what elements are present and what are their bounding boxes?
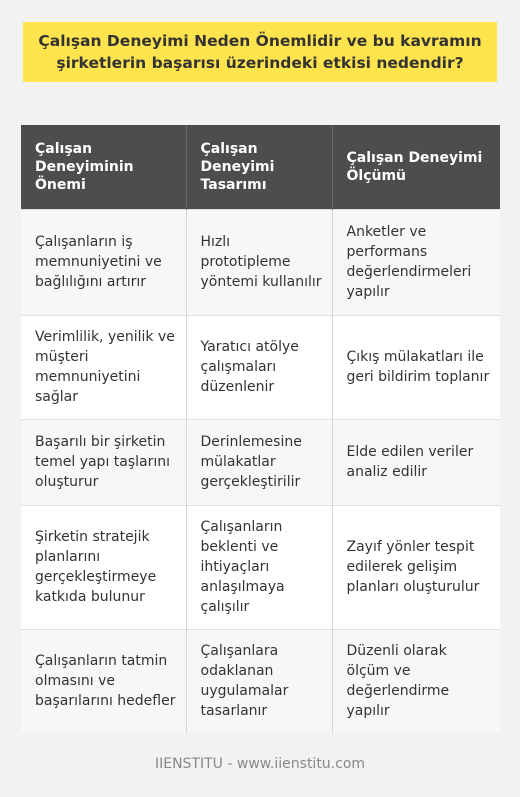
table-cell: Çalışanlara odaklanan uygulamalar tasarlanır [186,629,332,733]
page-title: Çalışan Deneyimi Neden Önemlidir ve bu kavramın şirketlerin başarısı üzerindeki etkisi nedendir? [38,32,482,72]
table-cell: Düzenli olarak ölçüm ve değerlendirme yapılır [332,629,500,733]
table-cell: Hızlı prototipleme yöntemi kullanılır [186,209,332,315]
table-row [21,505,500,629]
table-row [21,629,500,733]
column-header: Çalışan Deneyimi Ölçümü [332,125,500,209]
table-cell: Çıkış mülakatları ile geri bildirim toplanır [332,315,500,419]
table-cell: Derinlemesine mülakatlar gerçekleştirilir [186,419,332,505]
table-row [21,209,500,315]
table-cell: Anketler ve performans değerlendirmeleri yapılır [332,209,500,315]
table-cell: Şirketin stratejik planlarını gerçekleştirmeye katkıda bulunur [21,505,186,629]
table-cell: Elde edilen veriler analiz edilir [332,419,500,505]
table-cell: Yaratıcı atölye çalışmaları düzenlenir [186,315,332,419]
table-cell: Çalışanların tatmin olmasını ve başarılarını hedefler [21,629,186,733]
column-header: Çalışan Deneyiminin Önemi [21,125,186,209]
table-cell: Çalışanların beklenti ve ihtiyaçları anlaşılmaya çalışılır [186,505,332,629]
title-banner [23,22,497,82]
info-table [21,125,500,733]
footer-credit: IIENSTITU - www.iienstitu.com [154,756,366,772]
table-cell: Çalışanların iş memnuniyetini ve bağlılığını artırır [21,209,186,315]
table-row [21,315,500,419]
column-header: Çalışan Deneyimi Tasarımı [186,125,332,209]
table-row [21,419,500,505]
table-cell: Zayıf yönler tespit edilerek gelişim planları oluşturulur [332,505,500,629]
table-cell: Verimlilik, yenilik ve müşteri memnuniyetini sağlar [21,315,186,419]
table-cell: Başarılı bir şirketin temel yapı taşlarını oluşturur [21,419,186,505]
table-header-row [21,125,500,209]
